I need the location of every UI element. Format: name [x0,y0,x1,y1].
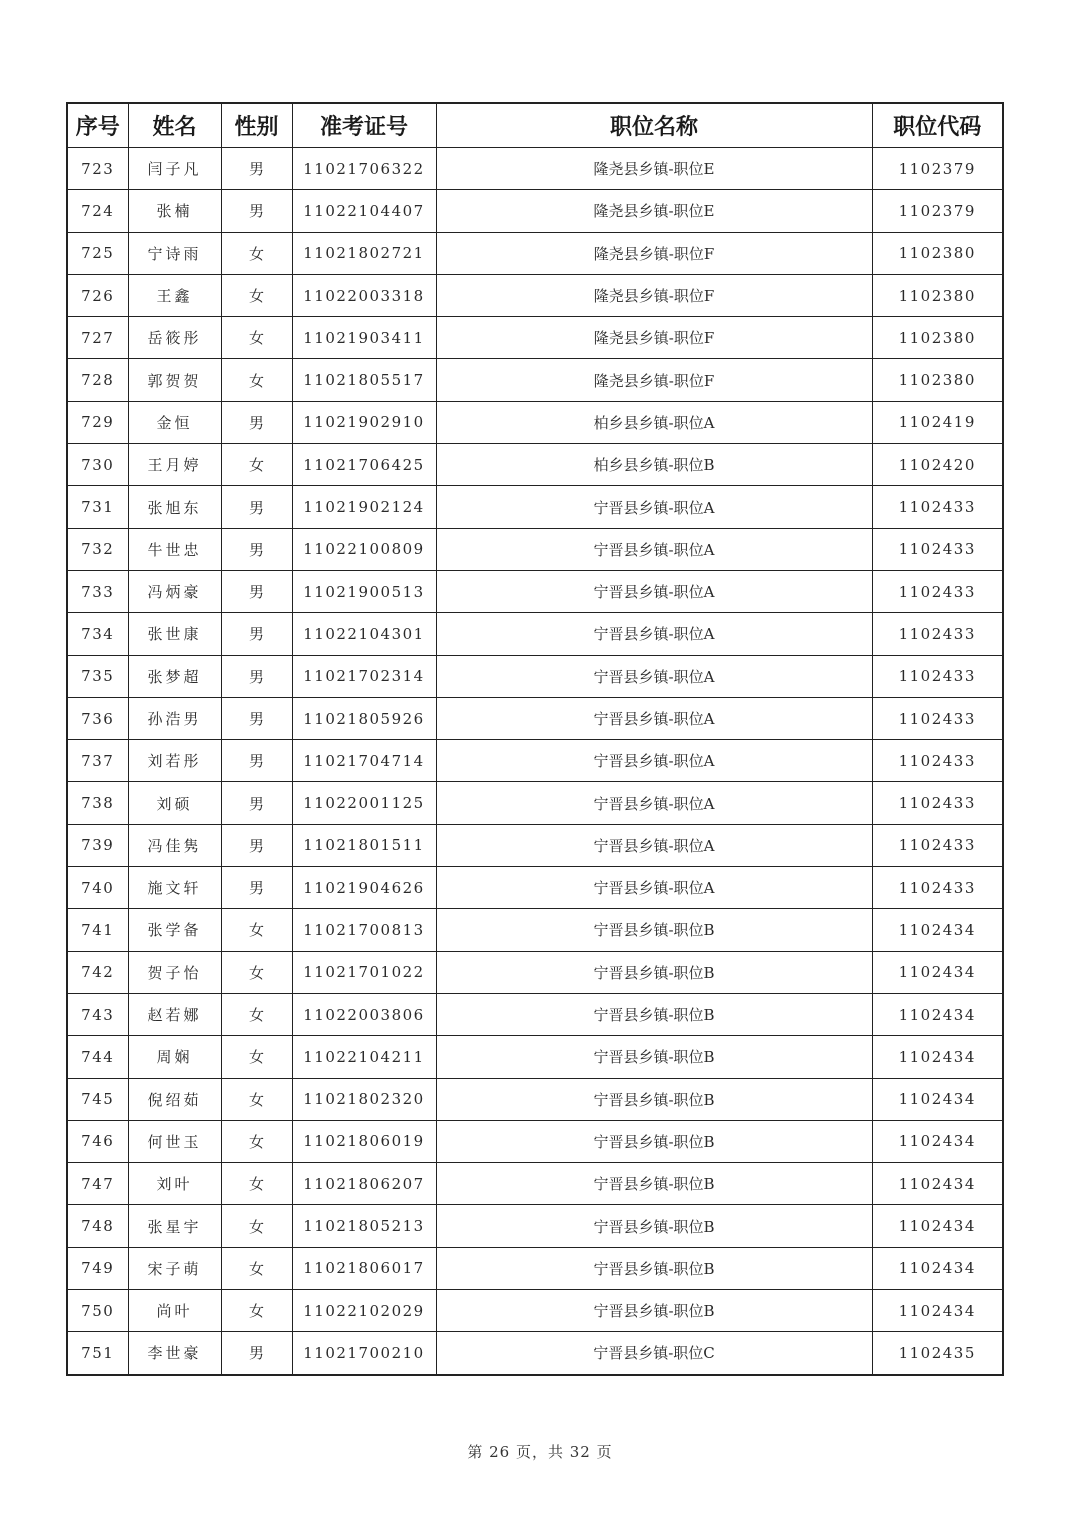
cell-position-name: 宁晋县乡镇-职位B [436,909,872,951]
cell-seq: 742 [67,951,128,993]
cell-name: 冯佳隽 [128,824,221,866]
table-row [67,740,1003,782]
cell-name: 何世玉 [128,1120,221,1162]
cell-position-code: 1102435 [872,1332,1003,1375]
cell-seq: 733 [67,570,128,612]
cell-gender: 女 [221,274,292,316]
cell-position-name: 宁晋县乡镇-职位A [436,613,872,655]
cell-exam-id: 11021806017 [292,1247,436,1289]
cell-position-code: 1102433 [872,824,1003,866]
cell-position-code: 1102434 [872,951,1003,993]
table-row [67,782,1003,824]
cell-position-name: 宁晋县乡镇-职位B [436,1247,872,1289]
header-position-code: 职位代码 [872,103,1003,148]
cell-position-code: 1102433 [872,740,1003,782]
cell-seq: 727 [67,317,128,359]
cell-position-name: 宁晋县乡镇-职位A [436,867,872,909]
cell-gender: 女 [221,993,292,1035]
cell-exam-id: 11021702314 [292,655,436,697]
cell-seq: 725 [67,232,128,274]
cell-position-code: 1102434 [872,1036,1003,1078]
cell-exam-id: 11022001125 [292,782,436,824]
cell-position-name: 隆尧县乡镇-职位F [436,317,872,359]
cell-position-code: 1102434 [872,1205,1003,1247]
cell-exam-id: 11021700813 [292,909,436,951]
cell-position-code: 1102379 [872,190,1003,232]
header-row [67,103,1003,148]
cell-exam-id: 11021802721 [292,232,436,274]
cell-gender: 女 [221,1205,292,1247]
cell-seq: 735 [67,655,128,697]
cell-name: 张楠 [128,190,221,232]
cell-name: 王月婷 [128,444,221,486]
cell-exam-id: 11021806019 [292,1120,436,1162]
cell-gender: 男 [221,486,292,528]
cell-name: 尚叶 [128,1290,221,1332]
cell-exam-id: 11021801511 [292,824,436,866]
cell-seq: 740 [67,867,128,909]
cell-position-name: 柏乡县乡镇-职位B [436,444,872,486]
cell-position-name: 宁晋县乡镇-职位B [436,1078,872,1120]
cell-seq: 746 [67,1120,128,1162]
cell-seq: 736 [67,697,128,739]
table-row [67,1120,1003,1162]
table-row [67,401,1003,443]
cell-seq: 748 [67,1205,128,1247]
cell-position-code: 1102433 [872,486,1003,528]
cell-name: 刘硕 [128,782,221,824]
cell-position-name: 宁晋县乡镇-职位B [436,1290,872,1332]
cell-position-code: 1102434 [872,1163,1003,1205]
cell-gender: 男 [221,824,292,866]
cell-seq: 745 [67,1078,128,1120]
cell-name: 赵若娜 [128,993,221,1035]
cell-exam-id: 11021805926 [292,697,436,739]
cell-position-name: 宁晋县乡镇-职位B [436,1163,872,1205]
header-position-name: 职位名称 [436,103,872,148]
cell-name: 张旭东 [128,486,221,528]
cell-position-name: 隆尧县乡镇-职位E [436,190,872,232]
cell-seq: 744 [67,1036,128,1078]
cell-exam-id: 11021806207 [292,1163,436,1205]
cell-position-code: 1102434 [872,1078,1003,1120]
cell-exam-id: 11021706425 [292,444,436,486]
cell-gender: 女 [221,359,292,401]
cell-exam-id: 11022104211 [292,1036,436,1078]
table-row [67,486,1003,528]
table-body [67,148,1003,1375]
cell-name: 张学备 [128,909,221,951]
cell-exam-id: 11021805517 [292,359,436,401]
table-row [67,232,1003,274]
cell-position-code: 1102433 [872,867,1003,909]
cell-gender: 男 [221,528,292,570]
header-gender: 性别 [221,103,292,148]
cell-name: 李世豪 [128,1332,221,1375]
cell-gender: 男 [221,782,292,824]
cell-name: 郭贺贺 [128,359,221,401]
cell-position-name: 宁晋县乡镇-职位B [436,1205,872,1247]
cell-position-code: 1102380 [872,274,1003,316]
cell-position-name: 宁晋县乡镇-职位A [436,740,872,782]
cell-seq: 739 [67,824,128,866]
cell-seq: 730 [67,444,128,486]
table-row [67,909,1003,951]
cell-name: 冯炳豪 [128,570,221,612]
cell-position-name: 宁晋县乡镇-职位A [436,697,872,739]
cell-seq: 743 [67,993,128,1035]
table-row [67,1332,1003,1375]
candidate-table [66,102,1004,1376]
cell-gender: 男 [221,148,292,190]
cell-position-name: 隆尧县乡镇-职位F [436,232,872,274]
cell-position-code: 1102434 [872,1290,1003,1332]
cell-gender: 女 [221,1120,292,1162]
cell-exam-id: 11022003318 [292,274,436,316]
cell-position-name: 宁晋县乡镇-职位B [436,993,872,1035]
cell-position-name: 宁晋县乡镇-职位A [436,782,872,824]
cell-name: 闫子凡 [128,148,221,190]
cell-name: 刘叶 [128,1163,221,1205]
cell-gender: 女 [221,444,292,486]
cell-position-name: 宁晋县乡镇-职位A [436,486,872,528]
cell-position-name: 隆尧县乡镇-职位E [436,148,872,190]
cell-gender: 男 [221,740,292,782]
cell-position-code: 1102433 [872,613,1003,655]
cell-name: 孙浩男 [128,697,221,739]
cell-exam-id: 11021903411 [292,317,436,359]
table-row [67,148,1003,190]
table-row [67,274,1003,316]
cell-gender: 女 [221,1247,292,1289]
table-row [67,528,1003,570]
cell-seq: 731 [67,486,128,528]
cell-seq: 726 [67,274,128,316]
cell-seq: 737 [67,740,128,782]
table-header [67,103,1003,148]
cell-position-name: 宁晋县乡镇-职位B [436,1036,872,1078]
cell-position-code: 1102434 [872,993,1003,1035]
table-row [67,570,1003,612]
cell-seq: 728 [67,359,128,401]
cell-gender: 男 [221,613,292,655]
cell-exam-id: 11021902910 [292,401,436,443]
cell-position-name: 宁晋县乡镇-职位A [436,824,872,866]
cell-exam-id: 11022104407 [292,190,436,232]
cell-position-code: 1102434 [872,1247,1003,1289]
cell-exam-id: 11021900513 [292,570,436,612]
cell-gender: 女 [221,951,292,993]
cell-name: 王鑫 [128,274,221,316]
cell-seq: 750 [67,1290,128,1332]
cell-exam-id: 11022003806 [292,993,436,1035]
cell-position-code: 1102380 [872,359,1003,401]
header-seq: 序号 [67,103,128,148]
table-row [67,190,1003,232]
cell-gender: 男 [221,697,292,739]
cell-gender: 男 [221,401,292,443]
cell-exam-id: 11021706322 [292,148,436,190]
header-name: 姓名 [128,103,221,148]
cell-position-name: 宁晋县乡镇-职位B [436,1120,872,1162]
cell-seq: 751 [67,1332,128,1375]
cell-exam-id: 11022102029 [292,1290,436,1332]
cell-gender: 女 [221,1036,292,1078]
cell-exam-id: 11021700210 [292,1332,436,1375]
cell-exam-id: 11021902124 [292,486,436,528]
table-row [67,824,1003,866]
cell-name: 张世康 [128,613,221,655]
table-row [67,1205,1003,1247]
cell-gender: 女 [221,1163,292,1205]
cell-name: 金恒 [128,401,221,443]
cell-name: 牛世忠 [128,528,221,570]
cell-seq: 729 [67,401,128,443]
table-row [67,613,1003,655]
cell-name: 倪绍茹 [128,1078,221,1120]
cell-position-name: 宁晋县乡镇-职位B [436,951,872,993]
cell-gender: 男 [221,655,292,697]
cell-exam-id: 11021802320 [292,1078,436,1120]
cell-exam-id: 11021805213 [292,1205,436,1247]
cell-gender: 女 [221,1290,292,1332]
cell-position-code: 1102420 [872,444,1003,486]
cell-gender: 女 [221,232,292,274]
table-row [67,1247,1003,1289]
table-row [67,1036,1003,1078]
table-row [67,1163,1003,1205]
header-exam-id: 准考证号 [292,103,436,148]
cell-seq: 732 [67,528,128,570]
cell-position-code: 1102433 [872,782,1003,824]
cell-exam-id: 11021701022 [292,951,436,993]
cell-gender: 男 [221,867,292,909]
cell-position-code: 1102380 [872,232,1003,274]
cell-position-code: 1102434 [872,909,1003,951]
cell-gender: 男 [221,190,292,232]
cell-seq: 723 [67,148,128,190]
cell-name: 周娴 [128,1036,221,1078]
cell-position-code: 1102433 [872,655,1003,697]
cell-position-name: 宁晋县乡镇-职位A [436,570,872,612]
cell-name: 宋子萌 [128,1247,221,1289]
cell-gender: 女 [221,317,292,359]
cell-exam-id: 11021904626 [292,867,436,909]
cell-exam-id: 11021704714 [292,740,436,782]
cell-name: 张星宇 [128,1205,221,1247]
cell-name: 贺子怡 [128,951,221,993]
table-row [67,444,1003,486]
cell-position-code: 1102379 [872,148,1003,190]
cell-position-name: 隆尧县乡镇-职位F [436,274,872,316]
cell-gender: 女 [221,909,292,951]
table-row [67,993,1003,1035]
cell-position-name: 隆尧县乡镇-职位F [436,359,872,401]
table-row [67,697,1003,739]
cell-position-name: 宁晋县乡镇-职位C [436,1332,872,1375]
cell-seq: 749 [67,1247,128,1289]
cell-position-code: 1102419 [872,401,1003,443]
table-row [67,1078,1003,1120]
cell-seq: 738 [67,782,128,824]
table-row [67,951,1003,993]
cell-position-name: 宁晋县乡镇-职位A [436,528,872,570]
cell-exam-id: 11022100809 [292,528,436,570]
cell-gender: 女 [221,1078,292,1120]
cell-seq: 724 [67,190,128,232]
cell-name: 宁诗雨 [128,232,221,274]
cell-name: 刘若彤 [128,740,221,782]
cell-gender: 男 [221,1332,292,1375]
cell-seq: 741 [67,909,128,951]
cell-seq: 747 [67,1163,128,1205]
table-row [67,867,1003,909]
cell-position-name: 柏乡县乡镇-职位A [436,401,872,443]
cell-position-code: 1102433 [872,570,1003,612]
cell-seq: 734 [67,613,128,655]
cell-name: 岳筱彤 [128,317,221,359]
table-row [67,317,1003,359]
cell-position-name: 宁晋县乡镇-职位A [436,655,872,697]
cell-position-code: 1102380 [872,317,1003,359]
cell-exam-id: 11022104301 [292,613,436,655]
table-row [67,359,1003,401]
cell-position-code: 1102433 [872,528,1003,570]
table-row [67,1290,1003,1332]
cell-name: 施文轩 [128,867,221,909]
cell-position-code: 1102434 [872,1120,1003,1162]
cell-gender: 男 [221,570,292,612]
page-number: 第 26 页，共 32 页 [467,1443,613,1461]
cell-name: 张梦超 [128,655,221,697]
table-row [67,655,1003,697]
cell-position-code: 1102433 [872,697,1003,739]
